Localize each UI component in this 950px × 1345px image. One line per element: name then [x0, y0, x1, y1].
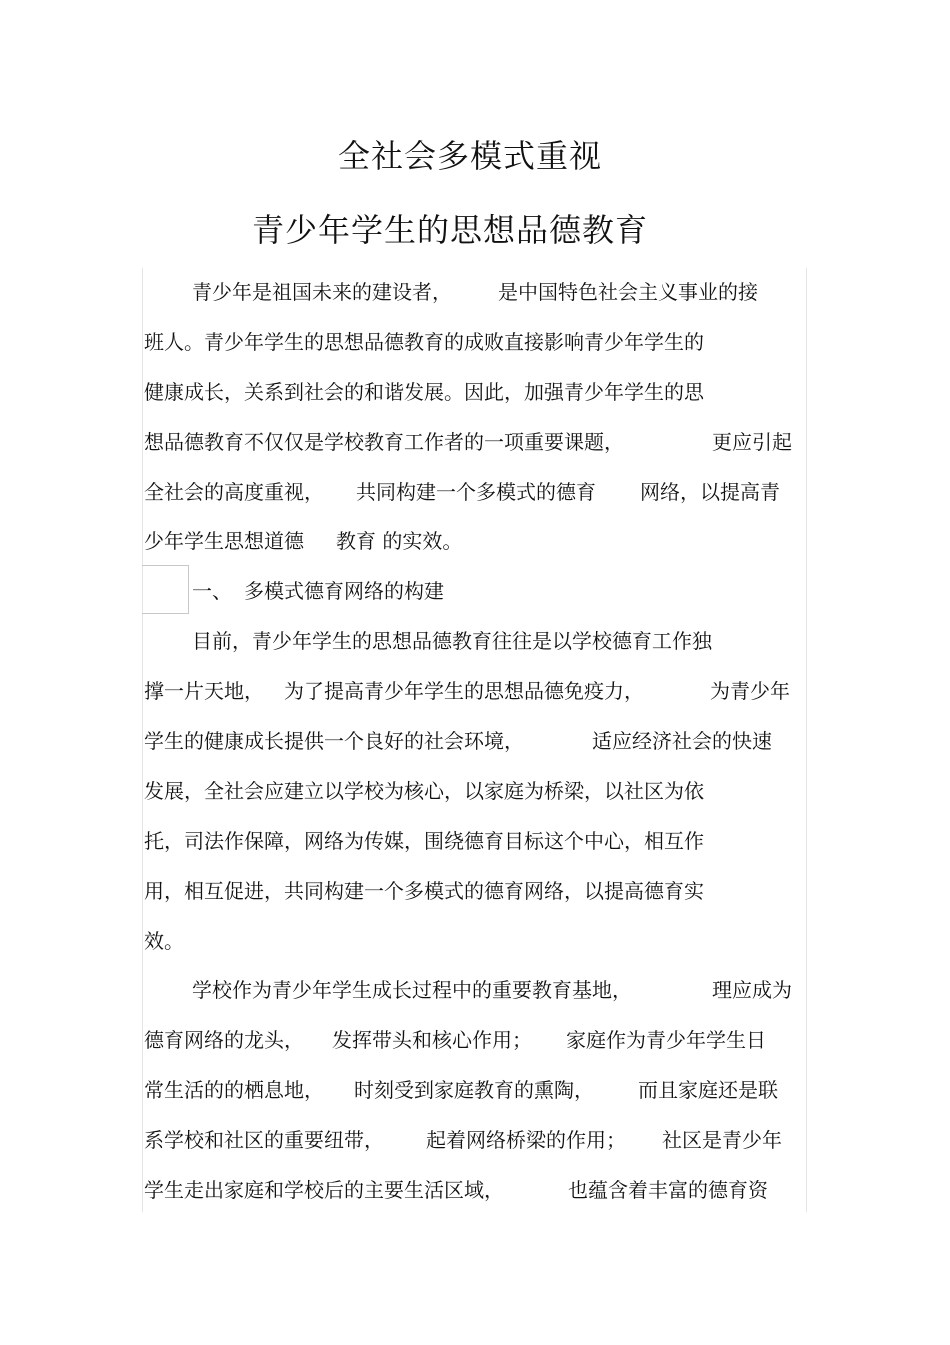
paragraph-line: [144, 928, 184, 954]
text-segment: 学生的健康成长提供一个良好的社会环境，: [144, 729, 524, 753]
text-segment: 而且家庭还是联: [638, 1078, 778, 1102]
paragraph-line: [192, 279, 452, 305]
text-segment: 少年学生思想道德: [144, 529, 304, 553]
text-segment: 想品德教育不仅仅是学校教育工作者的一项重要课题，: [144, 430, 624, 454]
text-segment: 用，相互促进，共同构建一个多模式的德育网络，以提高德育实: [144, 879, 704, 903]
heading-number-box: [142, 565, 189, 614]
text-segment: 适应经济社会的快速: [592, 729, 772, 753]
text-frame-left-border: [142, 268, 143, 1212]
paragraph-line: [710, 678, 790, 704]
text-segment: 德育网络的龙头，: [144, 1028, 304, 1052]
paragraph-line: [144, 528, 304, 554]
text-segment: 社区是青少年: [662, 1128, 782, 1152]
paragraph-line: [144, 728, 524, 754]
text-segment: 托，司法作保障，网络为传媒，围绕德育目标这个中心，相互作: [144, 829, 704, 853]
document-title-line2: 青少年学生的思想品德教育: [252, 211, 649, 249]
text-segment: 为青少年: [710, 679, 790, 703]
paragraph-line: [640, 479, 780, 505]
text-segment: 家庭作为青少年学生日: [566, 1028, 766, 1052]
paragraph-line: [144, 379, 704, 405]
paragraph-line: [332, 1027, 532, 1053]
text-segment: 学校作为青少年学生成长过程中的重要教育基地，: [192, 978, 632, 1002]
paragraph-line: [712, 977, 792, 1003]
text-segment: 常生活的的栖息地，: [144, 1078, 324, 1102]
paragraph-line: [592, 728, 772, 754]
text-segment: 是中国特色社会主义事业的接: [498, 280, 758, 304]
text-frame-right-border: [806, 268, 807, 1212]
paragraph-line: [144, 678, 264, 704]
text-segment: 健康成长，关系到社会的和谐发展。因此，加强青少年学生的思: [144, 380, 704, 404]
paragraph-line: [144, 1077, 324, 1103]
paragraph-line: [144, 329, 704, 355]
paragraph-line: [662, 1127, 782, 1153]
text-segment: 起着网络桥梁的作用；: [426, 1128, 626, 1152]
paragraph-line: [498, 279, 758, 305]
paragraph-line: [356, 479, 596, 505]
paragraph-line: [568, 1177, 768, 1203]
text-segment: 效。: [144, 929, 184, 953]
text-segment: 共同构建一个多模式的德育: [356, 480, 596, 504]
paragraph-line: [144, 1177, 504, 1203]
paragraph-line: [192, 977, 632, 1003]
text-segment: 学生走出家庭和学校后的主要生活区域，: [144, 1178, 504, 1202]
text-segment: 理应成为: [712, 978, 792, 1002]
paragraph-line: [144, 878, 704, 904]
paragraph-line: [144, 429, 624, 455]
paragraph-line: [566, 1027, 766, 1053]
text-segment: 时刻受到家庭教育的熏陶，: [354, 1078, 594, 1102]
paragraph-line: [426, 1127, 626, 1153]
text-segment: 发挥带头和核心作用；: [332, 1028, 532, 1052]
document-title-line1: 全社会多模式重视: [338, 137, 603, 175]
paragraph-line: [144, 778, 704, 804]
text-segment: 班人。青少年学生的思想品德教育的成败直接影响青少年学生的: [144, 330, 704, 354]
paragraph-line: [638, 1077, 778, 1103]
paragraph-line: [336, 528, 462, 554]
section-heading-text: 多模式德育网络的构建: [244, 579, 444, 603]
text-segment: 全社会的高度重视，: [144, 480, 324, 504]
text-segment: 为了提高青少年学生的思想品德免疫力，: [284, 679, 644, 703]
text-segment: 撑一片天地，: [144, 679, 264, 703]
text-segment: 目前，青少年学生的思想品德教育往往是以学校德育工作独: [192, 629, 712, 653]
paragraph-line: [144, 1027, 304, 1053]
text-segment: 发展，全社会应建立以学校为核心，以家庭为桥梁，以社区为依: [144, 779, 704, 803]
text-segment: 青少年是祖国未来的建设者，: [192, 280, 452, 304]
paragraph-line: [144, 479, 324, 505]
text-segment: 系学校和社区的重要纽带，: [144, 1128, 384, 1152]
paragraph-line: [354, 1077, 594, 1103]
paragraph-line: [144, 828, 704, 854]
paragraph-line: [144, 1127, 384, 1153]
paragraph-line: [712, 429, 792, 455]
text-segment: 也蕴含着丰富的德育资: [568, 1178, 768, 1202]
text-segment: 更应引起: [712, 430, 792, 454]
text-segment: 网络，以提高青: [640, 480, 780, 504]
paragraph-line: [192, 628, 712, 654]
section-heading-number: 一、: [192, 579, 232, 603]
paragraph-line: [284, 678, 644, 704]
text-segment: 教育 的实效。: [336, 529, 463, 553]
